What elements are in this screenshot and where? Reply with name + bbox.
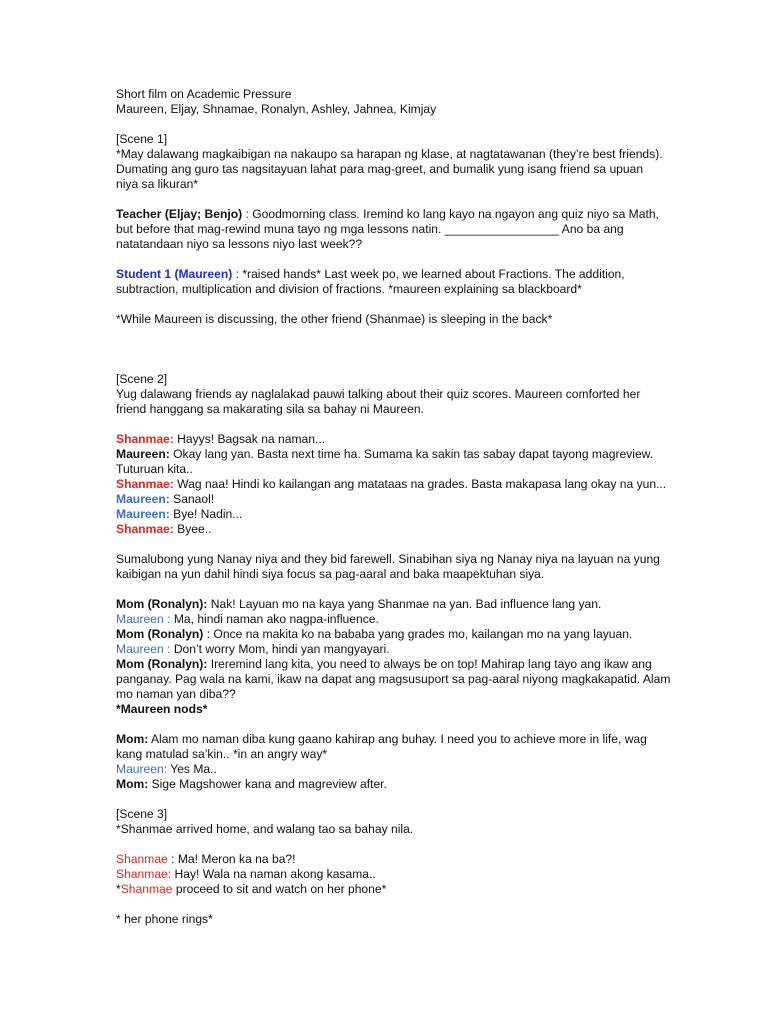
student-line: Student 1 (Maureen) : *raised hands* Last week po, we learned about Fractions. The addition, <box>116 267 625 281</box>
stage-direction: *Maureen nods* <box>116 702 208 716</box>
dialogue-line: Maureen: Yes Ma.. <box>116 762 217 776</box>
speaker-maureen: Maureen: <box>116 492 170 506</box>
stage-direction: * her phone rings* <box>116 912 213 926</box>
dialogue-line: Maureen : Don’t worry Mom, hindi yan mangyayari. <box>116 642 390 656</box>
dialogue-line: Shanmae: Hay! Wala na naman akong kasama.. <box>116 867 376 881</box>
dialogue-line: Mom (Ronalyn) : Once na makita ko na bababa yang grades mo, kailangan mo na yang layuan. <box>116 627 633 641</box>
scene-2-mid-direction: kaibigan na yun dahil hindi siya focus sa pag-aaral and baka maapektuhan siya. <box>116 567 545 581</box>
speaker-mom: Mom (Ronalyn): <box>116 657 208 671</box>
scene-3-heading: [Scene 3] <box>116 807 168 821</box>
speaker-shanmae: Shanmae <box>120 882 173 896</box>
speaker-student: Student 1 (Maureen) <box>116 267 233 281</box>
document-title: Short film on Academic Pressure <box>116 87 292 101</box>
dialogue-line: Shanmae : Ma! Meron ka na ba?! <box>116 852 296 866</box>
dialogue-line: Mom (Ronalyn): Ireremind lang kita, you need to always be on top! Mahirap lang tayo ang ikaw ang <box>116 657 652 671</box>
speaker-mom: Mom: <box>116 777 149 791</box>
scene-3-direction: *Shanmae arrived home, and walang tao sa bahay nila. <box>116 822 414 836</box>
dialogue-line: Shanmae: Byee.. <box>116 522 212 536</box>
teacher-line-cont: natatandaan niyo sa lessons niyo last week?? <box>116 237 363 251</box>
scene-1-closing: *While Maureen is discussing, the other friend (Shanmae) is sleeping in the back* <box>116 312 553 326</box>
speaker-shanmae: Shanmae: <box>116 432 174 446</box>
dialogue-line: Maureen: Okay lang yan. Basta next time ha. Sumama ka sakin tas sabay dapat tayong magreview. <box>116 447 654 461</box>
speaker-mom: Mom (Ronalyn) <box>116 627 204 641</box>
scene-1-heading: [Scene 1] <box>116 132 168 146</box>
speaker-shanmae: Shanmae: <box>116 477 174 491</box>
dialogue-line: Maureen : Ma, hindi naman ako nagpa-influence. <box>116 612 379 626</box>
teacher-line: Teacher (Eljay; Benjo) : Goodmorning class. Iremind ko lang kayo na ngayon ang quiz niyo sa Math, <box>116 207 659 221</box>
scene-2-mid-direction: Sumalubong yung Nanay niya and they bid farewell. Sinabihan siya ng Nanay niya na layuan na yung <box>116 552 660 566</box>
cast-list: Maureen, Eljay, Shnamae, Ronalyn, Ashley, Jahnea, Kimjay <box>116 102 437 116</box>
dialogue-line-cont: kang matulad sa’kin.. *in an angry way* <box>116 747 328 761</box>
dialogue-line: Mom (Ronalyn): Nak! Layuan mo na kaya yang Shanmae na yan. Bad influence lang yan. <box>116 597 602 611</box>
speaker-mom: Mom: <box>116 732 149 746</box>
speaker-maureen: Maureen : <box>116 642 171 656</box>
dialogue-line: Mom: Alam mo naman diba kung gaano kahirap ang buhay. I need you to achieve more in life, wag <box>116 732 647 746</box>
dialogue-line-cont: mo naman yan diba?? <box>116 687 236 701</box>
dialogue-line: Shanmae: Wag naa! Hindi ko kailangan ang matataas na grades. Basta makapasa lang okay na yun... <box>116 477 667 491</box>
dialogue-line: Maureen: Bye! Nadin... <box>116 507 243 521</box>
teacher-line-cont: but before that mag-rewind muna tayo ng mga lessons natin. _________________ Ano ba ang <box>116 222 624 236</box>
dialogue-line: Maureen: Sanaol! <box>116 492 215 506</box>
speaker-maureen: Maureen: <box>116 762 168 776</box>
speaker-shanmae: Shanmae: <box>116 522 174 536</box>
student-line-cont: subtraction, multiplication and division of fractions. *maureen explaining sa blackboard* <box>116 282 582 296</box>
speaker-maureen: Maureen: <box>116 507 170 521</box>
speaker-maureen: Maureen : <box>116 612 171 626</box>
speaker-teacher: Teacher (Eljay; Benjo) <box>116 207 243 221</box>
dialogue-line-cont: Tuturuan kita.. <box>116 462 193 476</box>
dialogue-line-cont: panganay. Pag wala na kami, ikaw na dapat ang magsusuport sa pag-aaral niyong magkakapatid. Alam <box>116 672 671 686</box>
speaker-shanmae: Shanmae <box>116 852 168 866</box>
scene-1-direction: niya sa likuran* <box>116 177 199 191</box>
scene-1-direction: Dumating ang guro tas nagsitayuan lahat para mag-greet, and bumalik yung isang friend sa upuan <box>116 162 644 176</box>
stage-direction: *Shanmae proceed to sit and watch on her phone* <box>116 882 387 896</box>
speaker-mom: Mom (Ronalyn): <box>116 597 208 611</box>
dialogue-line: Mom: Sige Magshower kana and magreview after. <box>116 777 387 791</box>
document-page <box>116 87 671 927</box>
speaker-shanmae: Shanmae: <box>116 867 172 881</box>
scene-2-direction: Yug dalawang friends ay naglalakad pauwi talking about their quiz scores. Maureen comforted her <box>116 387 641 401</box>
scene-2-heading: [Scene 2] <box>116 372 168 386</box>
speaker-maureen: Maureen: <box>116 447 170 461</box>
dialogue-line: Shanmae: Hayys! Bagsak na naman... <box>116 432 326 446</box>
scene-1-direction: *May dalawang magkaibigan na nakaupo sa harapan ng klase, at nagtatawanan (they’re best friends). <box>116 147 663 161</box>
scene-2-direction: friend hanggang sa makarating sila sa bahay ni Maureen. <box>116 402 424 416</box>
